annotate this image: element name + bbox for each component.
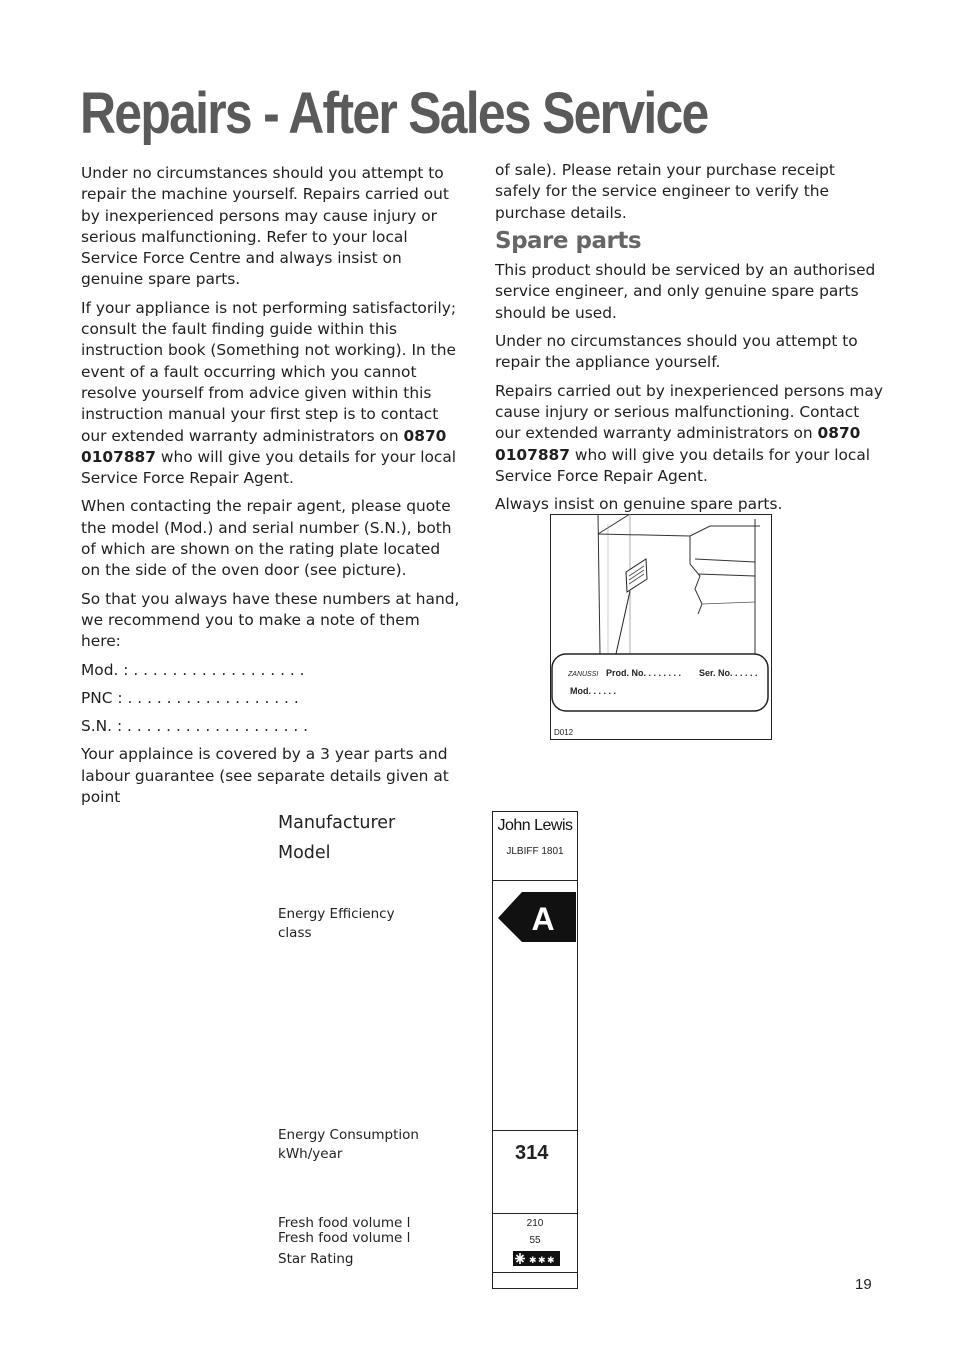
efficiency-class-letter: A bbox=[531, 901, 555, 937]
paragraph: When contacting the repair agent, please quote the model (Mod.) and serial number (S.N.), both of which are shown on the rating plate located on the side of the oven door (see picture). bbox=[81, 497, 452, 580]
paragraph: of sale). Please retain your purchase receipt safely for the service engineer to verify the purchase details. bbox=[495, 161, 835, 222]
left-column bbox=[81, 163, 463, 815]
plate-brand-text: ZANUSSI bbox=[568, 671, 599, 678]
text: who will give you details for your local Service Force Repair Agent. bbox=[81, 447, 457, 488]
divider bbox=[493, 1130, 577, 1131]
note-mod: Mod. : . . . . . . . . . . . . . . . . . . bbox=[81, 660, 305, 679]
label-model: Model bbox=[278, 843, 331, 863]
text: who will give you details for your local Service Force Repair Agent. bbox=[495, 445, 871, 485]
picture-code: D012 bbox=[554, 728, 574, 737]
svg-text:✱: ✱ bbox=[547, 1256, 555, 1266]
section-heading: Spare parts bbox=[495, 227, 642, 254]
fresh-food-volume-2: 55 bbox=[529, 1235, 541, 1246]
star-rating-icon bbox=[513, 1251, 560, 1266]
label-efficiency-line1: Energy Efficiency bbox=[278, 906, 395, 922]
paragraph: Your applaince is covered by a 3 year parts and labour guarantee (see separate details given at point bbox=[81, 745, 449, 807]
paragraph: Under no circumstances should you attempt to repair the machine yourself. Repairs carried out by inexperienced persons may cause injury or serious malfunctioning. Refer to your local Service Force Centre and always insist on genuine spare parts. bbox=[81, 164, 449, 289]
phone-number: 0870 0107887 bbox=[495, 424, 861, 464]
ser-label-text: Ser. No. . . . . . bbox=[699, 668, 758, 678]
paragraph: Under no circumstances should you attempt to repair the appliance yourself. bbox=[495, 332, 858, 372]
label-consumption-line1: Energy Consumption bbox=[278, 1127, 419, 1143]
brand-name: John Lewis bbox=[497, 817, 573, 834]
label-fresh-food-1: Fresh food volume l bbox=[278, 1215, 411, 1231]
page-title: Repairs - After Sales Service bbox=[80, 81, 708, 146]
label-efficiency-line2: class bbox=[278, 925, 312, 941]
right-column bbox=[495, 160, 885, 522]
model-number: JLBIFF 1801 bbox=[506, 846, 564, 857]
paragraph bbox=[81, 298, 463, 490]
paragraph bbox=[495, 381, 885, 487]
energy-label-box bbox=[492, 811, 578, 1289]
paragraph: So that you always have these numbers at hand, we recommend you to make a note of them here: bbox=[81, 589, 460, 651]
svg-text:✱: ✱ bbox=[538, 1256, 546, 1266]
label-manufacturer: Manufacturer bbox=[278, 813, 396, 833]
paragraph: This product should be serviced by an authorised service engineer, and only genuine spare parts should be used. bbox=[495, 261, 876, 322]
note-pnc: PNC : . . . . . . . . . . . . . . . . . . bbox=[81, 688, 299, 707]
mod-label-text: Mod. . . . . . bbox=[570, 686, 616, 696]
divider bbox=[493, 880, 577, 881]
label-consumption bbox=[278, 1126, 419, 1164]
label-star-rating: Star Rating bbox=[278, 1251, 354, 1267]
label-fresh-food-2: Fresh food volume l bbox=[278, 1230, 411, 1246]
svg-text:✱: ✱ bbox=[529, 1256, 537, 1266]
energy-consumption-value: 314 bbox=[515, 1142, 549, 1164]
rating-plate-illustration bbox=[550, 514, 772, 740]
note-sn: S.N. : . . . . . . . . . . . . . . . . . . . bbox=[81, 717, 309, 736]
efficiency-class-arrow bbox=[498, 892, 576, 944]
text: If your appliance is not performing satisfactorily; consult the fault finding guide within this instruction book (Something not working). In the event of a fault occurring which you cannot resolve yourself from advice given within this instruction manual your first step is to contact our extended warranty administrators on bbox=[81, 298, 457, 445]
fresh-food-volume-1: 210 bbox=[526, 1218, 544, 1229]
text: Repairs carried out by inexperienced persons may cause injury or serious malfunctioning. Contact our extended warranty administrators on bbox=[495, 381, 883, 443]
paragraph: Always insist on genuine spare parts. bbox=[495, 495, 783, 514]
prod-label-text: Prod. No. . . . . . . . bbox=[606, 668, 682, 678]
label-consumption-line2: kWh/year bbox=[278, 1146, 343, 1162]
divider bbox=[493, 1272, 577, 1273]
phone-number: 0870 0107887 bbox=[81, 426, 447, 466]
label-efficiency bbox=[278, 905, 395, 943]
page-number: 19 bbox=[855, 1276, 872, 1293]
divider bbox=[493, 1213, 577, 1214]
